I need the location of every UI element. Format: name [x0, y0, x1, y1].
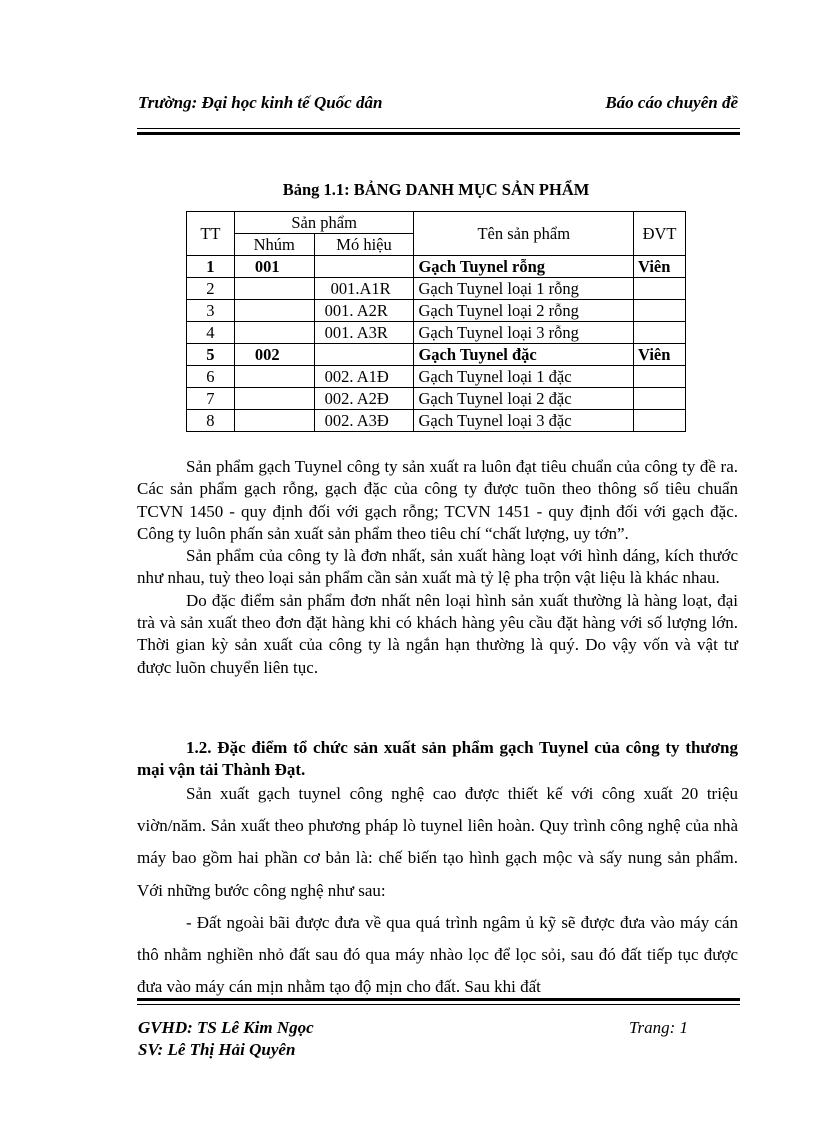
paragraph: Sản phẩm gạch Tuynel công ty sản xuất ra luôn đạt tiêu chuẩn của công ty đề ra. Các sản phẩm gạch rỗng, gạch đặc của công ty được tuõn theo thông số tiêu chuẩn TCVN 1450 - quy định đối với gạch rỗng; TCVN 1451 - quy định đối với gạch đặc. Công ty luôn phấn sản xuất sản phẩm theo tiêu chí “chất lượng, uy tớn”.: [137, 457, 738, 543]
table-row: [187, 410, 686, 432]
cell-code: 002. A3Đ: [314, 410, 414, 432]
cell-tt: 8: [187, 410, 235, 432]
cell-code: 002. A1Đ: [314, 366, 414, 388]
table-row: [187, 300, 686, 322]
body-text: [137, 456, 738, 679]
cell-code: 001. A2R: [314, 300, 414, 322]
cell-name: Gạch Tuynel loại 3 rỗng: [414, 322, 634, 344]
cell-code: 001.A1R: [314, 278, 414, 300]
table-row: [187, 388, 686, 410]
cell-name: Gạch Tuynel đặc: [414, 344, 634, 366]
cell-group: [234, 410, 314, 432]
cell-tt: 4: [187, 322, 235, 344]
cell-tt: 7: [187, 388, 235, 410]
cell-group: [234, 388, 314, 410]
table-row: [187, 344, 686, 366]
footer-advisor: GVHD: TS Lê Kim Ngọc: [138, 1018, 314, 1037]
paragraph: - Đất ngoài bãi được đưa về qua quá trình ngâm ủ kỹ sẽ được đưa vào máy cán thô nhằm nghiền nhỏ đất sau đó qua máy nhào lọc để lọc sỏi, sau đó đất tiếp tục được đưa vào máy cán mịn nhằm tạo độ mịn cho đất. Sau khi đất: [137, 912, 738, 997]
cell-tt: 1: [187, 256, 235, 278]
cell-group: [234, 322, 314, 344]
cell-code: 001. A3R: [314, 322, 414, 344]
cell-tt: 5: [187, 344, 235, 366]
table-row: [187, 322, 686, 344]
paragraph: Sản xuất gạch tuynel công nghệ cao được thiết kế với công xuất 20 triệu viờn/năm. Sản xuất theo phương pháp lò tuynel liên hoàn. Quy trình công nghệ của nhà máy bao gồm hai phần cơ bản là: chế biến tạo hình gạch mộc và sấy nung sản phẩm. Với những bước công nghệ như sau:: [137, 784, 738, 900]
footer-student: SV: Lê Thị Hải Quyên: [138, 1040, 296, 1059]
cell-code: [314, 344, 414, 366]
cell-group: [234, 366, 314, 388]
header-rule-thin: [137, 128, 740, 129]
cell-unit: [634, 322, 686, 344]
table-row: [187, 256, 686, 278]
cell-name: Gạch Tuynel loại 2 rỗng: [414, 300, 634, 322]
cell-name: Gạch Tuynel loại 2 đặc: [414, 388, 634, 410]
cell-tt: 3: [187, 300, 235, 322]
cell-unit: [634, 410, 686, 432]
cell-code: [314, 256, 414, 278]
header-code: Mó hiệu: [314, 234, 414, 256]
cell-name: Gạch Tuynel loại 3 đặc: [414, 410, 634, 432]
header-name: Tên sản phẩm: [414, 212, 634, 256]
paragraph: Sản phẩm của công ty là đơn nhất, sản xuất hàng loạt với hình dáng, kích thước như nhau, tuỳ theo loại sản phẩm cần sản xuất mà tỷ lệ pha trộn vật liệu là khác nhau.: [137, 546, 738, 588]
cell-name: Gạch Tuynel loại 1 đặc: [414, 366, 634, 388]
table-header-row: [187, 212, 686, 234]
cell-code: 002. A2Đ: [314, 388, 414, 410]
cell-group: [234, 278, 314, 300]
header-report-type: Báo cáo chuyên đề: [605, 93, 738, 112]
header-school: Trường: Đại học kinh tế Quốc dân: [138, 93, 383, 112]
cell-group: [234, 300, 314, 322]
cell-unit: Viên: [634, 344, 686, 366]
header-tt: TT: [187, 212, 235, 256]
table-row: [187, 278, 686, 300]
cell-tt: 6: [187, 366, 235, 388]
header-group: Nhúm: [234, 234, 314, 256]
cell-unit: [634, 366, 686, 388]
table-row: [187, 366, 686, 388]
cell-name: Gạch Tuynel rỗng: [414, 256, 634, 278]
cell-group: 002: [234, 344, 314, 366]
cell-unit: Viên: [634, 256, 686, 278]
table-caption: Bảng 1.1: BẢNG DANH MỤC SẢN PHẨM: [282, 180, 590, 199]
header-product-group: Sản phẩm: [234, 212, 414, 234]
footer-rule-thin: [137, 1004, 740, 1005]
cell-group: 001: [234, 256, 314, 278]
cell-unit: [634, 300, 686, 322]
footer-rule-thick: [137, 998, 740, 1001]
cell-tt: 2: [187, 278, 235, 300]
header-rule-thick: [137, 132, 740, 135]
page-header: [138, 93, 738, 113]
cell-unit: [634, 388, 686, 410]
header-unit: ĐVT: [634, 212, 686, 256]
section-heading: 1.2. Đặc điểm tổ chức sản xuất sản phẩm gạch Tuynel của công ty thương mại vận tải Thành Đạt.: [137, 738, 738, 779]
cell-name: Gạch Tuynel loại 1 rỗng: [414, 278, 634, 300]
product-table: [186, 211, 686, 432]
cell-unit: [634, 278, 686, 300]
section-body: [137, 778, 738, 1003]
paragraph: Do đặc điểm sản phẩm đơn nhất nên loại hình sản xuất thường là hàng loạt, đại trà và sản xuất theo đơn đặt hàng khi có khách hàng yêu cầu đặt hàng với số lượng lớn. Thời gian kỳ sản xuất của công ty là ngắn hạn thường là quý. Do vậy vốn và vật tư được luõn chuyển liên tục.: [137, 590, 738, 677]
footer-page-number: Trang: 1: [629, 1018, 689, 1037]
